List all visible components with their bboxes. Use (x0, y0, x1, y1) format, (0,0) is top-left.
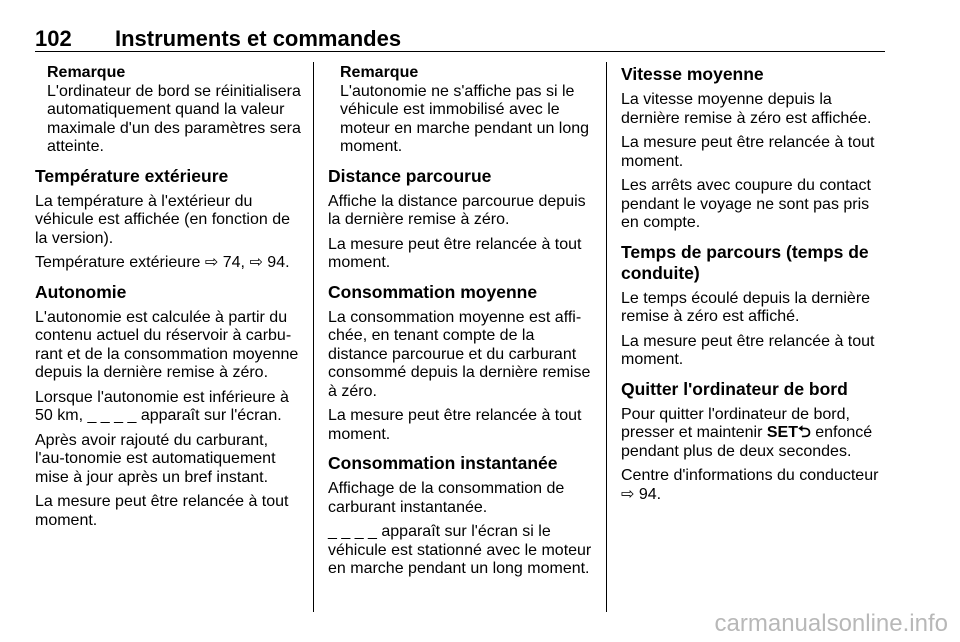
return-icon: ⮌ (797, 424, 811, 441)
ref-label: Centre d'informations du conducteur (621, 467, 879, 484)
chapter-title: Instruments et commandes (115, 26, 402, 51)
note-title: Remarque (47, 64, 126, 81)
page-link[interactable]: 94. (267, 254, 290, 271)
arrow-right-icon: ⇨ (204, 254, 219, 271)
paragraph: Affichage de la consommation de carburant instantanée. (328, 480, 565, 516)
paragraph: Affiche la distance parcourue depuis la dernière remise à zéro. (328, 192, 586, 228)
paragraph: La température à l'extérieur du véhicule est affichée (en fonction de la version). (35, 192, 290, 247)
arrow-right-icon: ⇨ (621, 485, 635, 503)
heading-vitesse: Vitesse moyenne (621, 64, 764, 84)
paragraph: Les arrêts avec coupure du contact pendant le voyage ne sont pas pris en compte. (621, 177, 871, 231)
paragraph: La mesure peut être relancée à tout moment. (35, 493, 289, 529)
paragraph: La vitesse moyenne depuis la dernière remise à zéro est affichée. (621, 91, 872, 127)
paragraph (621, 406, 887, 462)
paragraph: Après avoir rajouté du carburant, l'au-tonomie est automatiquement mise à jour après un bref instant. (35, 431, 276, 486)
column-1 (35, 64, 301, 536)
paragraph: Lorsque l'autonomie est inférieure à 50 km, _ _ _ _ apparaît sur l'écran. (35, 388, 289, 424)
arrow-right-icon: ⇨ (249, 254, 263, 271)
heading-autonomie: Autonomie (35, 281, 127, 302)
text-span: enfoncé pendant plus de deux secondes. (621, 424, 873, 460)
paragraph: La mesure peut être relancée à tout moment. (328, 407, 582, 443)
column-2 (328, 64, 592, 585)
text-span: Pour quitter l'ordinateur de bord, presser et maintenir (621, 405, 850, 441)
column-3 (621, 64, 887, 510)
heading-temps-parcours: Temps de parcours (temps de conduite) (621, 241, 869, 283)
cross-reference (621, 467, 887, 504)
heading-temperature: Température extérieure (35, 165, 229, 186)
ref-label: Température extérieure (35, 254, 201, 271)
set-label: SET (766, 424, 798, 441)
column-divider-2 (606, 62, 607, 612)
page-link[interactable]: 94. (638, 485, 662, 503)
paragraph: Le temps écoulé depuis la dernière remise à zéro est affiché. (621, 289, 871, 325)
paragraph: La mesure peut être relancée à tout moment. (621, 332, 875, 368)
heading-consommation-moyenne: Consommation moyenne (328, 281, 538, 302)
paragraph: _ _ _ _ apparaît sur l'écran si le véhicule est stationné avec le moteur en marche pendant un long moment. (328, 523, 592, 577)
paragraph: L'autonomie est calculée à partir du contenu actuel du réservoir à carbu-rant et de la consommation moyenne depuis la dernière remise à zéro. (35, 308, 299, 381)
note-box (328, 64, 592, 157)
paragraph: La consommation moyenne est affi-chée, en tenant compte de la distance parcourue et du carburant consommé depuis la dernière remise à zéro. (328, 308, 591, 400)
watermark: carmanualsonline.info (714, 610, 948, 637)
note-text: L'ordinateur de bord se réinitialisera automatiquement quand la valeur maximale d'un des paramètres sera atteinte. (47, 82, 301, 155)
note-text: L'autonomie ne s'affiche pas si le véhicule est immobilisé avec le moteur en marche pendant un long moment. (340, 82, 590, 155)
page-number: 102 (35, 26, 72, 51)
note-box (35, 64, 301, 157)
heading-distance: Distance parcourue (328, 165, 492, 186)
page-header (35, 26, 885, 54)
note-title: Remarque (340, 64, 419, 81)
page-link[interactable]: 74, (222, 254, 245, 271)
column-divider-1 (313, 62, 314, 612)
paragraph: La mesure peut être relancée à tout moment. (328, 235, 582, 271)
heading-consommation-instantanee: Consommation instantanée (328, 453, 558, 473)
header-rule (35, 51, 885, 52)
cross-reference (35, 254, 301, 273)
paragraph: La mesure peut être relancée à tout moment. (621, 134, 875, 170)
heading-quitter: Quitter l'ordinateur de bord (621, 378, 848, 399)
